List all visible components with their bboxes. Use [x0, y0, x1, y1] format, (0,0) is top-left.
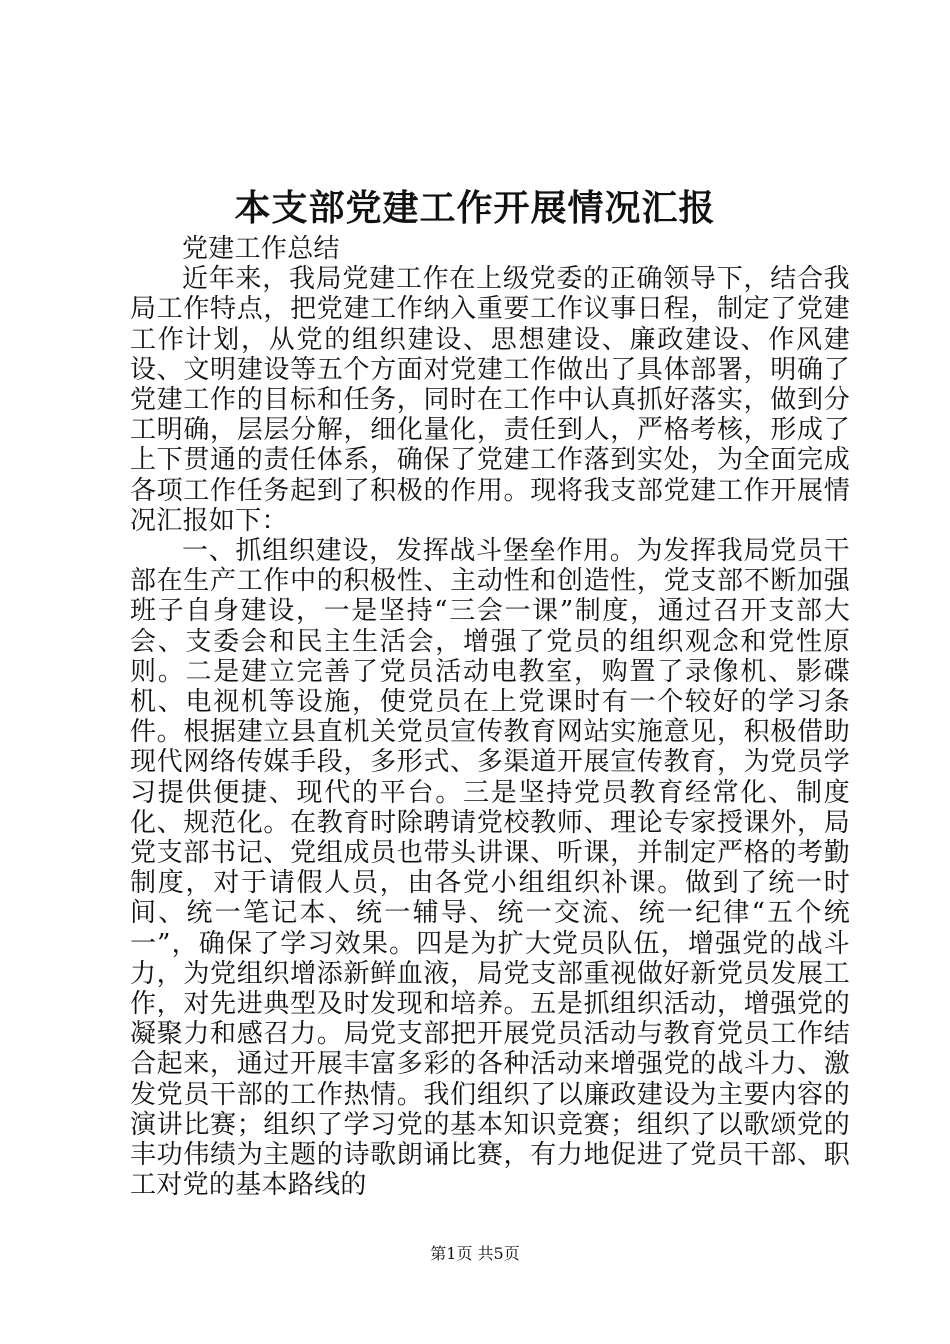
- paragraph: 近年来，我局党建工作在上级党委的正确领导下，结合我局工作特点，把党建工作纳入重要工作议事日程，制定了党建工作计划，从党的组织建设、思想建设、廉政建设、作风建设、文明建设等五个方面对党建工作做出了具体部署，明确了党建工作的目标和任务，同时在工作中认真抓好落实，做到分工明确，层层分解，细化量化，责任到人，严格考核，形成了上下贯通的责任体系，确保了党建工作落到实处，为全面完成各项工作任务起到了积极的作用。现将我支部党建工作开展情况汇报如下：: [130, 264, 850, 536]
- document-title: 本支部党建工作开展情况汇报: [234, 187, 716, 229]
- page-footer: 第1页 共5页: [430, 1244, 520, 1263]
- paragraph: 一、抓组织建设，发挥战斗堡垒作用。为发挥我局党员干部在生产工作中的积极性、主动性和创造性，党支部不断加强班子自身建设，一是坚持“三会一课”制度，通过召开支部大会、支委会和民主生活会，增强了党员的组织观念和党性原则。二是建立完善了党员活动电教室，购置了录像机、影碟机、电视机等设施，使党员在上党课时有一个较好的学习条件。根据建立县直机关党员宣传教育网站实施意见，积极借助现代网络传媒手段，多形式、多渠道开展宣传教育，为党员学习提供便捷、现代的平台。三是坚持党员教育经常化、制度化、规范化。在教育时除聘请党校教师、理论专家授课外，局党支部书记、党组成员也带头讲课、听课，并制定严格的考勤制度，对于请假人员，由各党小组组织补课。做到了统一时间、统一笔记本、统一辅导、统一交流、统一纪律“五个统一”，确保了学习效果。四是为扩大党员队伍，增强党的战斗力，为党组织增添新鲜血液，局党支部重视做好新党员发展工作，对先进典型及时发现和培养。五是抓组织活动，增强党的凝聚力和感召力。局党支部把开展党员活动与教育党员工作结合起来，通过开展丰富多彩的各种活动来增强党的战斗力、激发党员干部的工作热情。我们组织了以廉政建设为主要内容的演讲比赛；组织了学习党的基本知识竞赛；组织了以歌颂党的丰功伟绩为主题的诗歌朗诵比赛，有力地促进了党员干部、职工对党的基本路线的: [130, 536, 850, 1201]
- document-body: [130, 234, 850, 1201]
- document-subtitle: 党建工作总结: [182, 234, 340, 264]
